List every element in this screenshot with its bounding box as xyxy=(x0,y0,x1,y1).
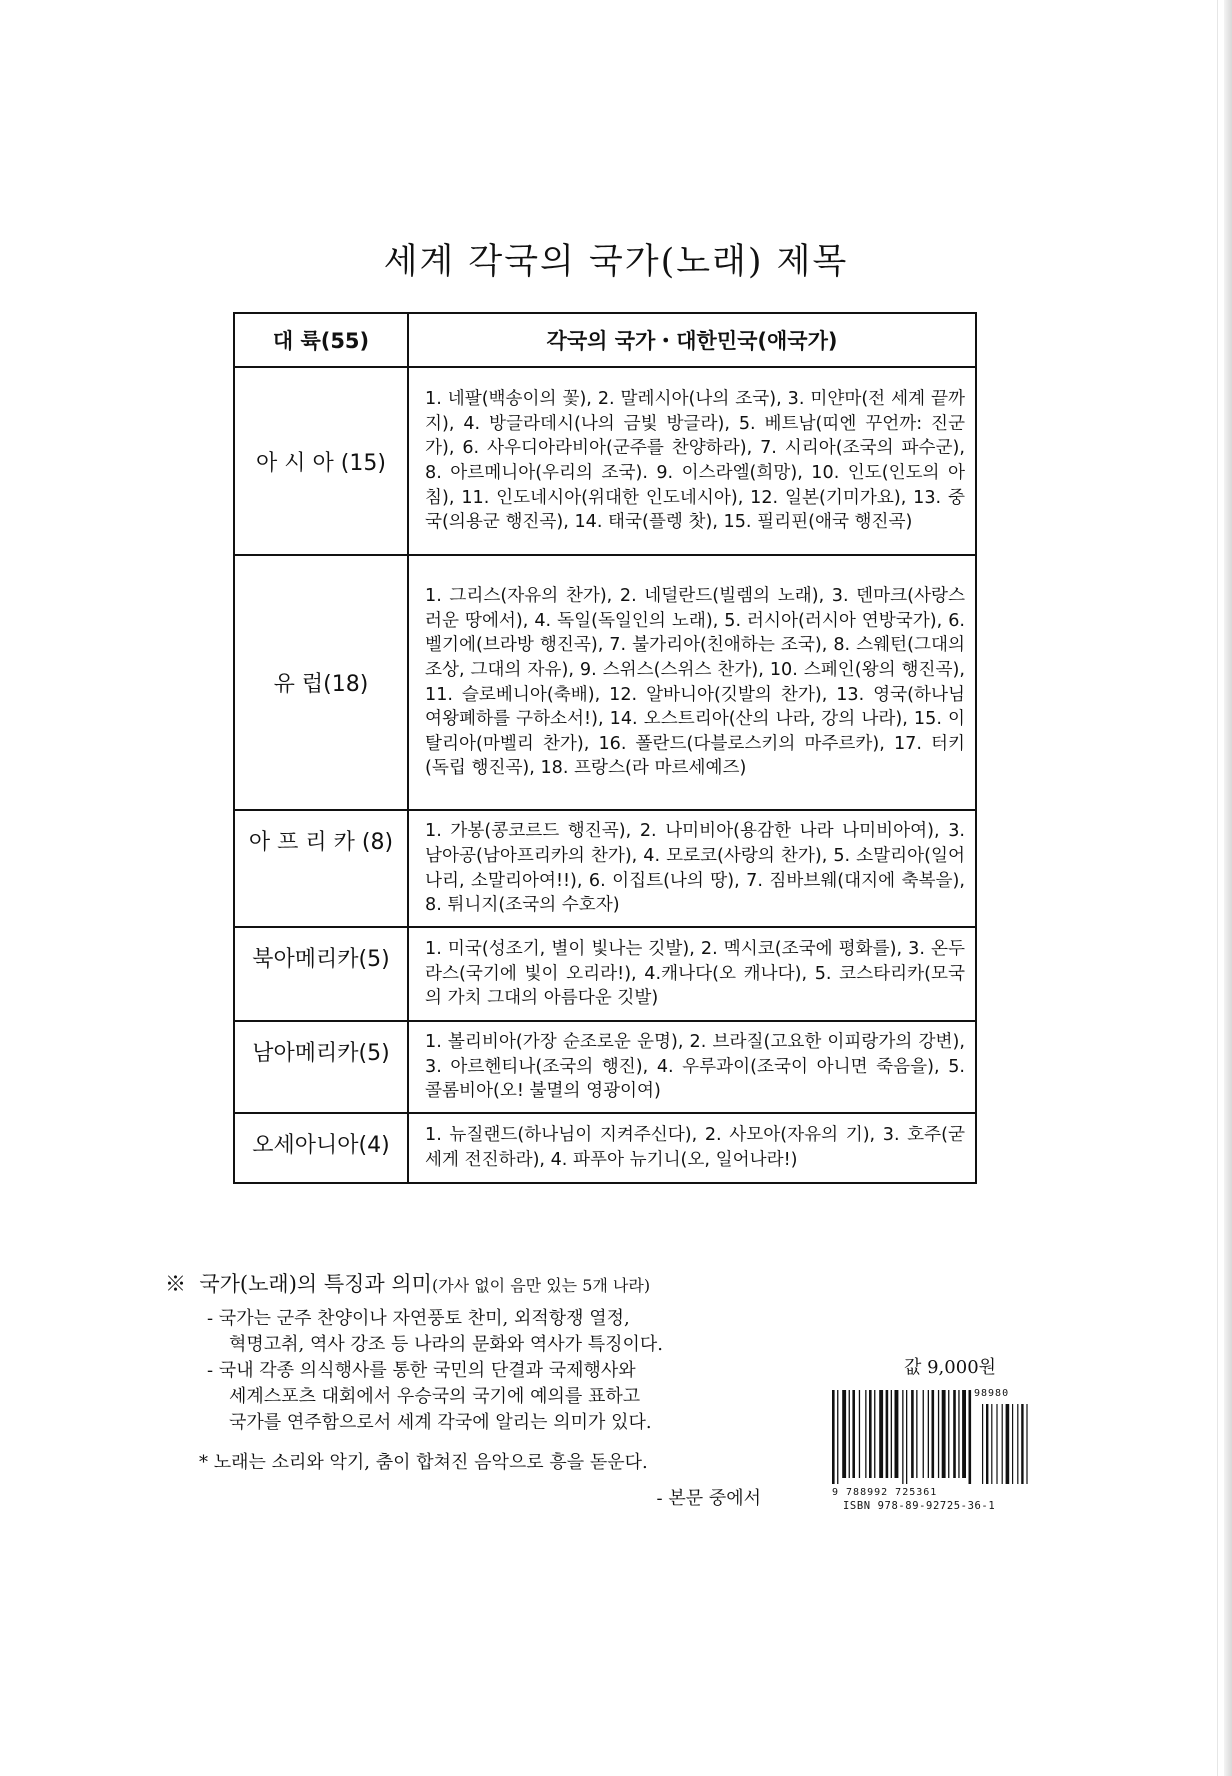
notes-section xyxy=(165,1268,761,1510)
bullet-2-line-2: 세계스포츠 대회에서 우승국의 국기에 예의를 표하고 xyxy=(229,1386,641,1407)
barcode-bar xyxy=(859,1390,860,1478)
table-row xyxy=(234,927,976,1021)
notes-heading-text: 국가(노래)의 특징과 의미 xyxy=(199,1272,432,1296)
barcode-bar xyxy=(928,1390,929,1478)
barcode-bar xyxy=(886,1390,889,1478)
continent-asia: 아 시 아 (15) xyxy=(234,367,408,555)
continent-south-america: 남아메리카(5) xyxy=(234,1021,408,1113)
notes-bullets xyxy=(165,1306,761,1436)
bullet-1-line-1: - 국가는 군주 찬양이나 자연풍토 찬미, 외적항쟁 열정, xyxy=(207,1308,630,1329)
header-anthems: 각국의 국가・대한민국(애국가) xyxy=(408,313,976,367)
notes-heading xyxy=(165,1268,761,1298)
barcode-addon-bar xyxy=(1017,1404,1018,1484)
barcode-addon-bar xyxy=(1002,1404,1003,1484)
barcode-bar xyxy=(895,1390,899,1478)
barcode-addon-digits: 98980 xyxy=(974,1388,1010,1399)
continent-oceania: 오세아니아(4) xyxy=(234,1113,408,1183)
continent-europe: 유 럽(18) xyxy=(234,555,408,810)
anthems-europe: 1. 그리스(자유의 찬가), 2. 네덜란드(빌렘의 노래), 3. 덴마크(사랑스러운 땅에서), 4. 독일(독일인의 노래), 5. 러시아(러시아 연방국가), 6. 벨기에(브라방 행진곡), 7. 불가리아(친애하는 조국), 8. 스웨턴(그대의 조상, 그대의 자유), 9. 스위스(스위스 찬가), 10. 스페인(왕의 행진곡), 11. 슬로베니아(축배), 12. 알바니아(깃발의 찬가), 13. 영국(하나님 여왕폐하를 구하소서!), 14. 오스트리아(산의 나라, 강의 나라), 15. 이탈리아(마벨리 찬가), 16. 폴란드(다블로스키의 마주르카), 17. 터키(독립 행진곡), 18. 프랑스(라 마르세예즈) xyxy=(408,555,976,810)
barcode-bar xyxy=(969,1390,972,1484)
barcode-addon-bar xyxy=(1026,1404,1027,1484)
anthem-table xyxy=(233,312,977,1184)
barcode-bars xyxy=(830,1390,1030,1486)
notes-heading-sub: (가사 없이 음만 있는 5개 나라) xyxy=(431,1276,651,1295)
barcode-addon-bar xyxy=(996,1404,997,1484)
barcode-addon-bar xyxy=(1012,1404,1013,1484)
table-row xyxy=(234,555,976,810)
barcode-addon-bar xyxy=(1021,1404,1023,1484)
anthems-africa: 1. 가봉(콩코르드 행진곡), 2. 나미비아(용감한 나라 나미비아여), 3. 남아공(남아프리카의 찬가), 4. 모로코(사랑의 찬가), 5. 소말리아(일어나리, 소말리아여!!), 6. 이집트(나의 땅), 7. 짐바브웨(대지에 축복을), 8. 튀니지(조국의 수호자) xyxy=(408,810,976,927)
barcode-addon-bar xyxy=(1006,1404,1010,1484)
barcode-bar xyxy=(837,1390,838,1484)
barcode-bar xyxy=(879,1390,883,1478)
isbn-number: ISBN 978-89-92725-36-1 xyxy=(843,1500,996,1512)
continent-africa: 아 프 리 카 (8) xyxy=(234,810,408,927)
barcode-bar xyxy=(852,1390,855,1478)
barcode-bar xyxy=(958,1390,959,1478)
barcode-bar xyxy=(932,1390,935,1478)
bullet-2-line-3: 국가를 연주함으로서 세계 각국에 알리는 의미가 있다. xyxy=(229,1412,652,1433)
barcode-bar xyxy=(906,1390,907,1484)
header-continent: 대 륙(55) xyxy=(234,313,408,367)
barcode-bar xyxy=(948,1390,949,1478)
barcode-bar xyxy=(891,1390,892,1478)
notes-aside: * 노래는 소리와 악기, 춤이 합쳐진 음악으로 흥을 돋운다. xyxy=(199,1452,648,1473)
barcode-bar xyxy=(842,1390,846,1478)
barcode-bar xyxy=(902,1390,903,1484)
notes-source: - 본문 중에서 xyxy=(656,1488,761,1509)
barcode-bar xyxy=(953,1390,956,1478)
barcode-bar xyxy=(849,1390,850,1478)
reference-mark: ※ xyxy=(165,1272,186,1296)
barcode-bar xyxy=(865,1390,866,1478)
barcode-addon-bar xyxy=(986,1404,988,1484)
isbn-barcode xyxy=(830,1390,1030,1498)
barcode-bar xyxy=(874,1390,875,1478)
bullet-1-line-2: 혁명고취, 역사 강조 등 나라의 문화와 역사가 특징이다. xyxy=(229,1334,664,1355)
price-label: 값 9,000원 xyxy=(904,1357,997,1378)
barcode-digits: 9 788992 725361 xyxy=(832,1487,938,1498)
anthems-north-america: 1. 미국(성조기, 별이 빛나는 깃발), 2. 멕시코(조국에 평화를), 3. 온두라스(국기에 빛이 오리라!), 4.캐나다(오 캐나다), 5. 코스타리카(모국의 가치 그대의 아름다운 깃발) xyxy=(408,927,976,1021)
page-title: 세계 각국의 국가(노래) 제목 xyxy=(383,242,849,282)
barcode-addon-bar xyxy=(991,1404,992,1484)
barcode-bar xyxy=(942,1390,946,1478)
barcode-bar xyxy=(869,1390,872,1478)
barcode-bar xyxy=(916,1390,917,1478)
table-row xyxy=(234,810,976,927)
barcode-bar xyxy=(938,1390,939,1478)
barcode-bar xyxy=(923,1390,924,1478)
anthems-asia: 1. 네팔(백송이의 꽃), 2. 말레시아(나의 조국), 3. 미얀마(전 세계 끝까지), 4. 방글라데시(나의 금빛 방글라), 5. 베트남(띠엔 꾸언까: 진군가), 6. 사우디아라비아(군주를 찬양하라), 7. 시리아(조국의 파수군), 8. 아르메니아(우리의 조국). 9. 이스라엘(희망), 10. 인도(인도의 아침), 11. 인도네시아(위대한 인도네시아), 12. 일본(기미가요), 13. 중국(의용군 행진곡), 14. 태국(플렝 찻), 15. 필리핀(애국 행진곡) xyxy=(408,367,976,555)
anthems-south-america: 1. 볼리비아(가장 순조로운 운명), 2. 브라질(고요한 이피랑가의 강변), 3. 아르헨티나(조국의 행진), 4. 우루과이(조국이 아니면 죽음을), 5. 콜롬비아(오! 불멸의 영광이여) xyxy=(408,1021,976,1113)
anthems-oceania: 1. 뉴질랜드(하나님이 지켜주신다), 2. 사모아(자유의 기), 3. 호주(굳세게 전진하라), 4. 파푸아 뉴기니(오, 일어나라!) xyxy=(408,1113,976,1183)
barcode-bar xyxy=(962,1390,966,1478)
table-row xyxy=(234,367,976,555)
continent-north-america: 북아메리카(5) xyxy=(234,927,408,1021)
barcode-bar xyxy=(911,1390,914,1478)
barcode-addon-bar xyxy=(982,1404,983,1484)
table-row xyxy=(234,1021,976,1113)
barcode-bar xyxy=(832,1390,835,1484)
bullet-2-line-1: - 국내 각종 의식행사를 통한 국민의 단결과 국제행사와 xyxy=(207,1360,636,1381)
table-header-row xyxy=(234,313,976,367)
table-row xyxy=(234,1113,976,1183)
